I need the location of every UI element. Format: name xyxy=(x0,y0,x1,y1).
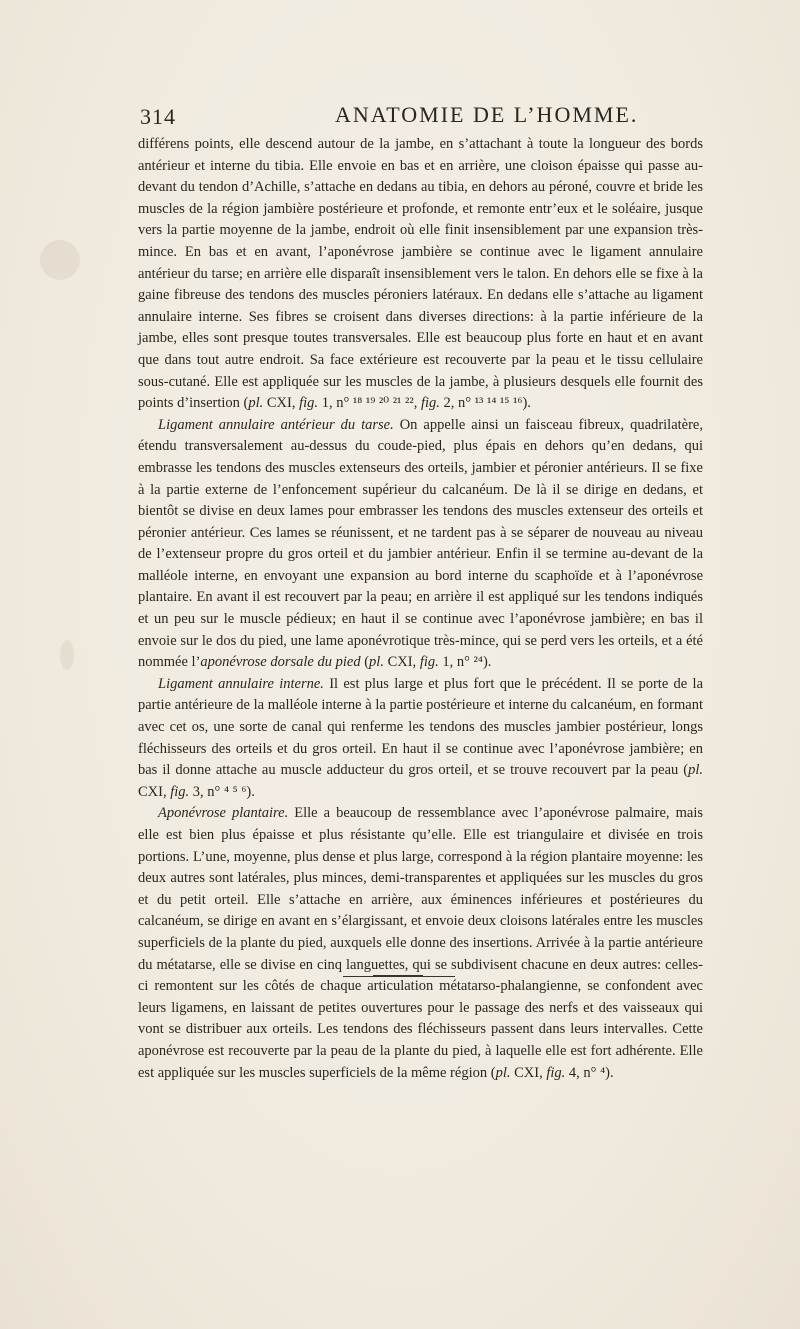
italic-run: fig. xyxy=(546,1064,566,1081)
italic-run: aponévrose dorsale du pied xyxy=(200,654,361,671)
italic-run: pl. xyxy=(369,654,384,671)
body-text xyxy=(138,134,703,1084)
italic-run: fig. xyxy=(299,395,319,412)
paragraph xyxy=(138,674,703,804)
text-run: ( xyxy=(360,654,370,671)
italic-run: Aponévrose plantaire. xyxy=(158,805,289,822)
italic-run: pl. xyxy=(495,1064,511,1081)
italic-run: fig. xyxy=(419,654,439,671)
running-title: ANATOMIE DE L’HOMME. xyxy=(335,102,639,127)
italic-run: pl. xyxy=(248,395,264,412)
paper-stain xyxy=(40,240,80,280)
italic-run: Ligament annulaire antérieur du tarse. xyxy=(158,416,394,433)
page-number: 314 xyxy=(140,104,176,129)
text-run: Elle a beaucoup de ressemblance avec l’aponévrose palmaire, mais elle est bien plus épaisse et plus résistante qu’elle. Elle est triangulaire et divisée en trois portions. L’une, moyenne, plus dense et plus large, correspond à la région plantaire moyenne: les deux autres sont latérales, plus minces, demi-transparentes et appliquées sur les muscles du gros et du petit orteil. Elle s’attache en arrière, aux éminences inférieures et postérieures du calcanéum, se dirige en avant en s’élargissant, et envoie deux cloisons latérales entre les muscles superficiels de la plante du pied, auxquels elle donne des insertions. Arrivée à la partie antérieure du métatarse, elle se divise en cinq languettes, qui se subdivisent chacune en deux autres: celles-ci remontent sur les côtés de chaque articulation métatarso-phalangienne, se confondent avec leurs ligamens, en laissant de petites ouvertures pour le passage des nerfs et des vaisseaux qui vont se distribuer aux orteils. Les tendons des fléchisseurs passent dans leurs intervalles. Cette aponévrose est recouverte par la peau de la plante du pied, à laquelle elle est fort adhérente. Elle est appliquée sur les muscles superficiels de la même région ( xyxy=(138,805,703,1081)
text-run: CXI, xyxy=(510,1064,547,1081)
text-run: 2, n° ¹³ ¹⁴ ¹⁵ ¹⁶). xyxy=(439,395,531,412)
paragraph xyxy=(138,134,703,415)
text-run: On appelle ainsi un faisceau fibreux, quadrilatère, étendu transversalement au-dessus du coude-pied, plus épais en dehors qu’en dedans, qui embrasse les tendons des muscles extenseurs des orteils, jambier et péronier antérieurs. Il se fixe à la partie externe de l’enfoncement supérieur du calcanéum. De là il se dirige en dedans, et bientôt se divise en deux lames pour embrasser les tendons des muscles extenseur des orteils et péronier antérieur. Ces lames se réunissent, et ne tardent pas à se séparer de nouveau au niveau de l’extenseur propre du gros orteil et du jambier antérieur. Enfin il se termine au-devant de la malléole interne, en envoyant une expansion au bord interne du scaphoïde et à l’aponévrose plantaire. En avant il est recouvert par la peau; en arrière il est appliqué sur les tendons indiqués et un peu sur le muscle pédieux; en haut il se continue avec l’aponévrose jambière; en bas il envoie sur le dos du pied, une lame aponévrotique très-mince, qui se perd vers les orteils, et a été nommée l’ xyxy=(138,416,703,671)
text-run: CXI, xyxy=(138,783,171,800)
italic-run: fig. xyxy=(170,783,190,800)
paper-stain xyxy=(60,640,74,670)
text-run: 3, n° ⁴ ⁵ ⁶). xyxy=(189,783,255,800)
paragraph xyxy=(138,415,703,674)
text-run: CXI, xyxy=(383,654,420,671)
text-run: 4, n° ⁴). xyxy=(565,1064,614,1081)
text-run: différens points, elle descend autour de la jambe, en s’attachant à toute la longueur des bords antérieur et interne du tibia. Elle envoie en bas et en arrière, une cloison épaisse qui passe au-devant du tendon d’Achille, s’attache en dedans au tibia, en dehors au péroné, couvre et bride les muscles de la région jambière postérieure et profonde, et remonte entr’eux et le soléaire, jusque vers la partie moyenne de la jambe, endroit où elle finit insensiblement par une expansion très-mince. En bas et en avant, l’aponévrose jambière se continue avec le ligament annulaire antérieur du tarse; en arrière elle disparaît insensiblement vers le talon. En dehors elle se fixe à la gaine fibreuse des tendons des muscles péroniers latéraux. En dedans elle s’attache au ligament annulaire interne. Ses fibres se croisent dans diverses directions: à la partie inférieure de la jambe, elles sont presque toutes transversales. Elle est beaucoup plus forte en haut et en avant que dans tout autre endroit. Sa face extérieure est recouverte par la peau et le tissu cellulaire sous-cutané. Elle est appliquée sur les muscles de la jambe, à plusieurs desquels elle fournit des points d’insertion ( xyxy=(138,136,703,412)
paragraph xyxy=(138,803,703,1084)
italic-run: pl. xyxy=(688,762,703,779)
text-run: Il est plus large et plus fort que le précédent. Il se porte de la partie antérieure de la malléole interne à la partie postérieure et interne du calcanéum, en formant avec cet os, une sorte de canal qui renferme les tendons des muscles jambier postérieur, longs fléchisseurs des orteils et du gros orteil. En haut il se continue avec l’aponévrose jambière; en bas il donne attache au muscle adducteur du gros orteil, et se trouve recouvert par la peau ( xyxy=(138,675,703,779)
text-run: 1, n° ¹⁸ ¹⁹ ²⁰ ²¹ ²², xyxy=(318,395,421,412)
italic-run: Ligament annulaire interne. xyxy=(158,675,324,692)
text-run: CXI, xyxy=(263,395,300,412)
italic-run: fig. xyxy=(420,395,440,412)
end-rule xyxy=(343,976,455,977)
page-header xyxy=(140,102,700,132)
text-run: 1, n° ²⁴). xyxy=(438,654,492,671)
